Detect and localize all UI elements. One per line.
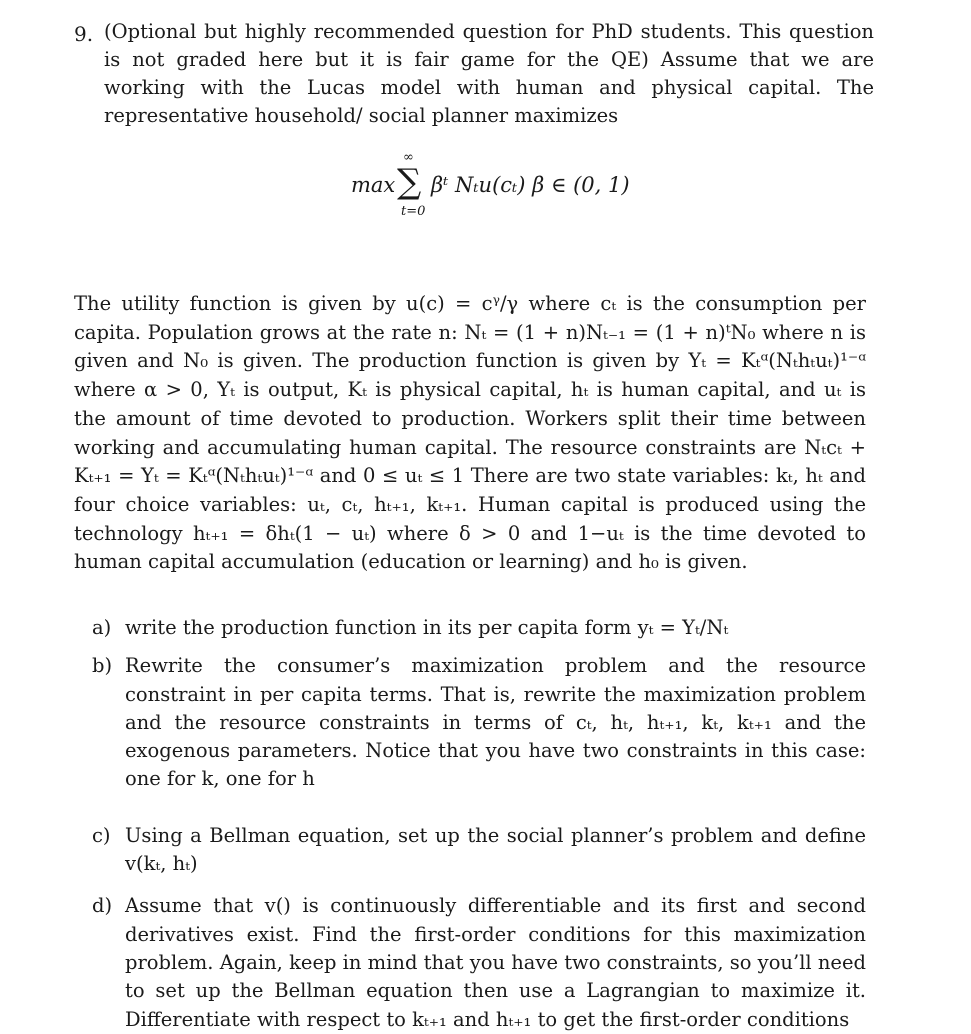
subquestion-a	[92, 614, 866, 642]
subquestion-label: b)	[92, 654, 113, 678]
objective-expression: βᵗ Nₜu(cₜ) β ∈ (0, 1)	[431, 173, 630, 197]
subquestion-text: Assume that v() is continuously differentiable and its first and second derivatives exist. Find the first-order conditions for this maximization problem. Again, keep in mind that you have two constraints, so you’ll need to set up the Bellman equation then use a Lagrangian to maximize it. Differentiate with respect to kₜ₊₁ and hₜ₊₁ to get the first-order conditions	[125, 894, 866, 1031]
subquestion-d	[92, 892, 866, 1033]
sum-upper-limit: ∞	[403, 150, 414, 165]
subquestion-text: write the production function in its per capita form yₜ = Yₜ/Nₜ	[125, 616, 729, 639]
sum-lower-limit: t=0	[401, 204, 426, 219]
objective-formula	[345, 150, 705, 230]
summation-sign: ∑	[397, 162, 422, 202]
subquestion-list	[92, 614, 866, 1034]
subquestion-label: a)	[92, 616, 112, 639]
max-operator: max	[351, 173, 396, 197]
subquestion-c	[92, 822, 866, 879]
question-number: 9.	[74, 22, 94, 46]
subquestion-b	[92, 652, 866, 793]
question-intro: (Optional but highly recommended question for PhD students. This question is not graded here but it is fair game for the QE) Assume that we are working with the Lucas model with human and physical capital. The representative household/ social planner maximizes	[104, 20, 874, 127]
subquestion-label: d)	[92, 894, 113, 918]
subquestion-text: Rewrite the consumer’s maximization problem and the resource constraint in per capita terms. That is, rewrite the maximization problem and the resource constraints in terms of cₜ, hₜ, hₜ₊₁, kₜ, kₜ₊₁ and the exogenous parameters. Notice that you have two constraints in this case: one for k, one for h	[125, 654, 866, 791]
subquestion-text: Using a Bellman equation, set up the social planner’s problem and define v(kₜ, hₜ)	[125, 823, 866, 876]
model-description: The utility function is given by u(c) = cᵞ/γ where cₜ is the consumption per capita. Population grows at the rate n: Nₜ = (1 + n)Nₜ₋₁ = (1 + n)ᵗN₀ where n is given and N₀ is given. The production function is given by Yₜ = Kₜᵅ(Nₜhₜuₜ)¹⁻ᵅ where α > 0, Yₜ is output, Kₜ is physical capital, hₜ is human capital, and uₜ is the amount of time devoted to production. Workers split their time between working and accumulating human capital. The resource constraints are Nₜcₜ + Kₜ₊₁ = Yₜ = Kₜᵅ(Nₜhₜuₜ)¹⁻ᵅ and 0 ≤ uₜ ≤ 1 There are two state variables: kₜ, hₜ and four choice variables: uₜ, cₜ, hₜ₊₁, kₜ₊₁. Human capital is produced using the technology hₜ₊₁ = δhₜ(1 − uₜ) where δ > 0 and 1−uₜ is the time devoted to human capital accumulation (education or learning) and h₀ is given.	[74, 292, 866, 574]
subquestion-label: c)	[92, 823, 111, 847]
